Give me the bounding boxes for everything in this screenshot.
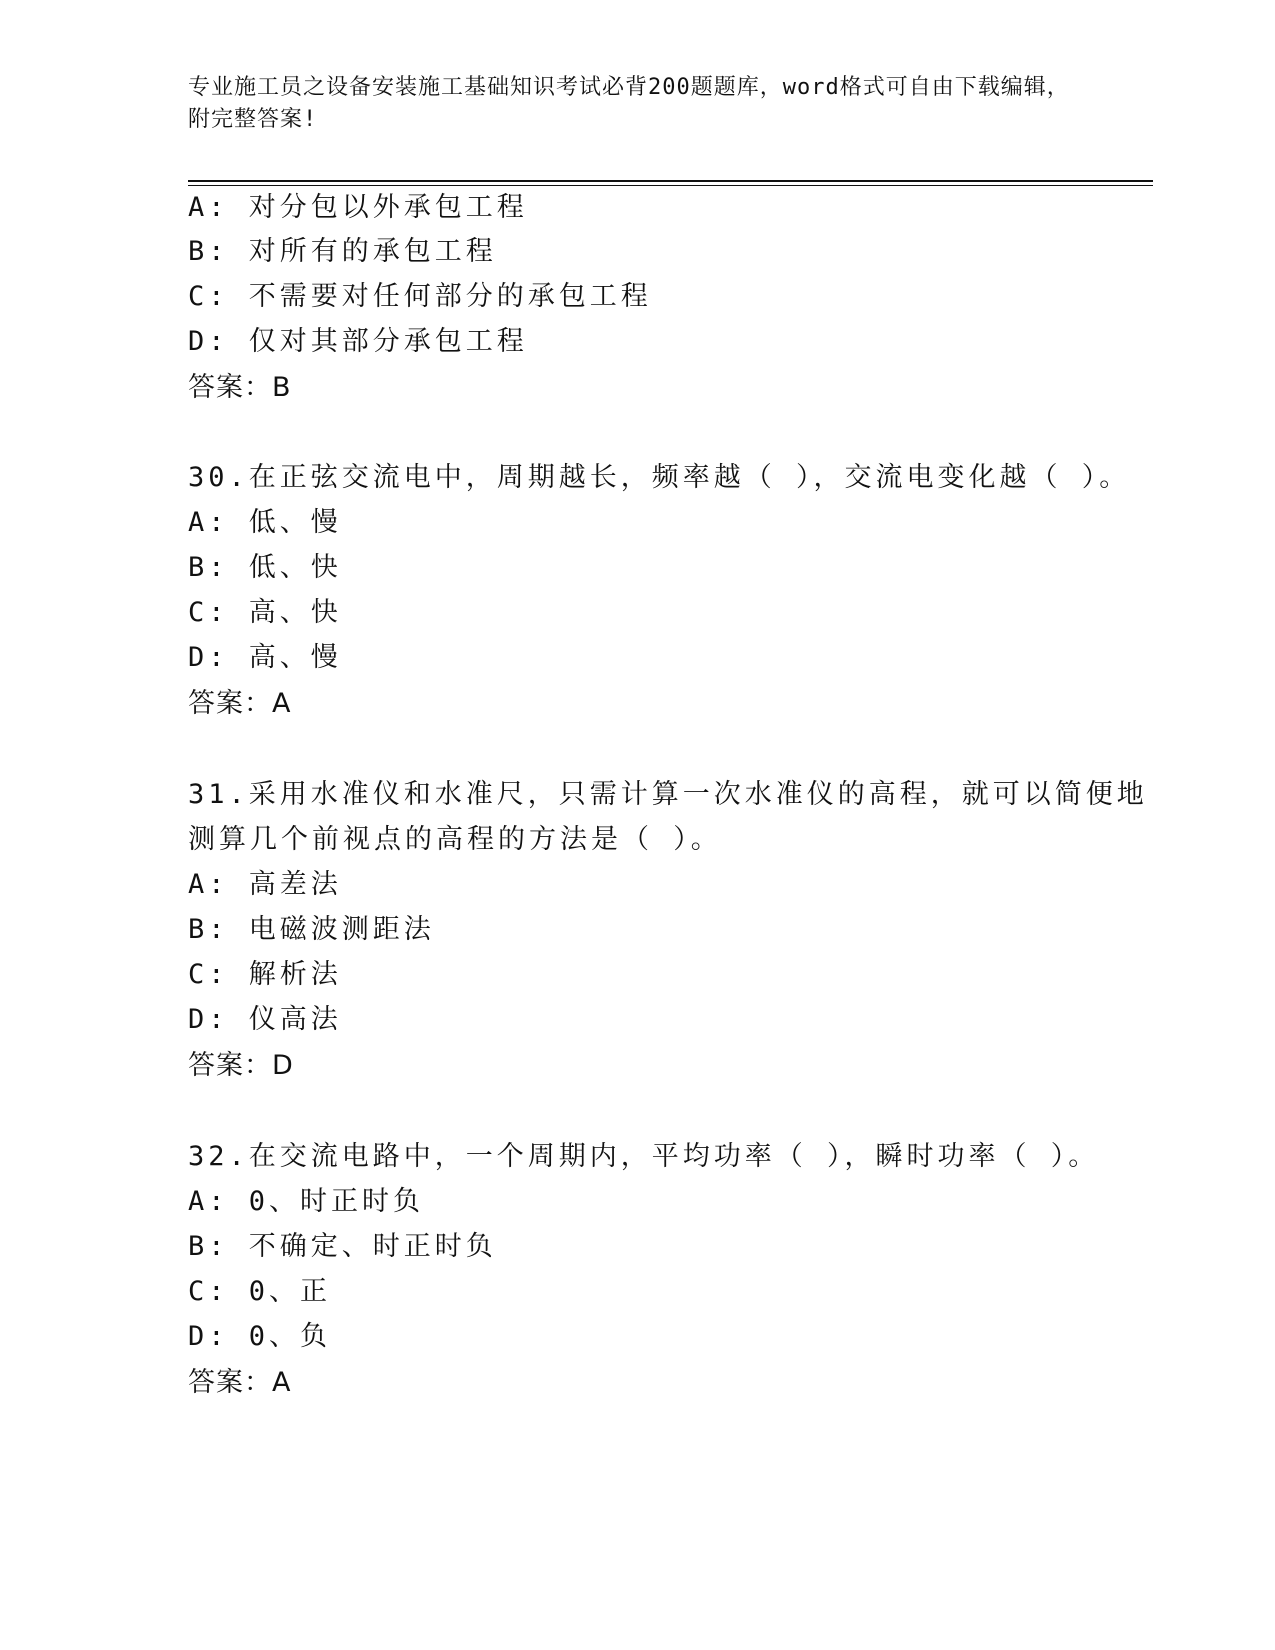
q29-option-c: C: 不需要对任何部分的承包工程	[188, 281, 652, 312]
q31-question-line1: 31.采用水准仪和水准尺，只需计算一次水准仪的高程，就可以简便地	[188, 779, 1148, 810]
q32-option-a: A: 0、时正时负	[188, 1186, 425, 1217]
q31-question-line2: 测算几个前视点的高程的方法是（ ）。	[188, 824, 722, 855]
q31-answer: 答案：D	[188, 1050, 294, 1081]
q30-option-c: C: 高、快	[188, 597, 342, 628]
q31-option-c: C: 解析法	[188, 959, 342, 990]
q31-option-a: A: 高差法	[188, 869, 342, 900]
q29-answer: 答案：B	[188, 372, 292, 403]
q32-option-d: D: 0、负	[188, 1321, 332, 1352]
header-rule-thin	[188, 185, 1153, 186]
q32-question: 32.在交流电路中，一个周期内，平均功率（ ），瞬时功率（ ）。	[188, 1141, 1100, 1172]
header-rule-thick	[188, 180, 1153, 182]
q32-option-c: C: 0、正	[188, 1276, 332, 1307]
q30-answer: 答案：A	[188, 688, 292, 719]
q32-answer: 答案：A	[188, 1367, 292, 1398]
q31-option-d: D: 仪高法	[188, 1004, 342, 1035]
q30-option-d: D: 高、慢	[188, 642, 342, 673]
q29-option-b: B: 对所有的承包工程	[188, 236, 497, 267]
q29-option-a: A: 对分包以外承包工程	[188, 192, 528, 223]
q32-option-b: B: 不确定、时正时负	[188, 1231, 497, 1262]
q30-option-a: A: 低、慢	[188, 507, 342, 538]
document-header: 专业施工员之设备安装施工基础知识考试必背200题题库，word格式可自由下载编辑，附完整答案!	[188, 75, 1070, 132]
q30-option-b: B: 低、快	[188, 552, 342, 583]
q31-option-b: B: 电磁波测距法	[188, 914, 435, 945]
q29-option-d: D: 仅对其部分承包工程	[188, 326, 528, 357]
q30-question: 30.在正弦交流电中，周期越长，频率越（ ），交流电变化越（ ）。	[188, 462, 1131, 493]
